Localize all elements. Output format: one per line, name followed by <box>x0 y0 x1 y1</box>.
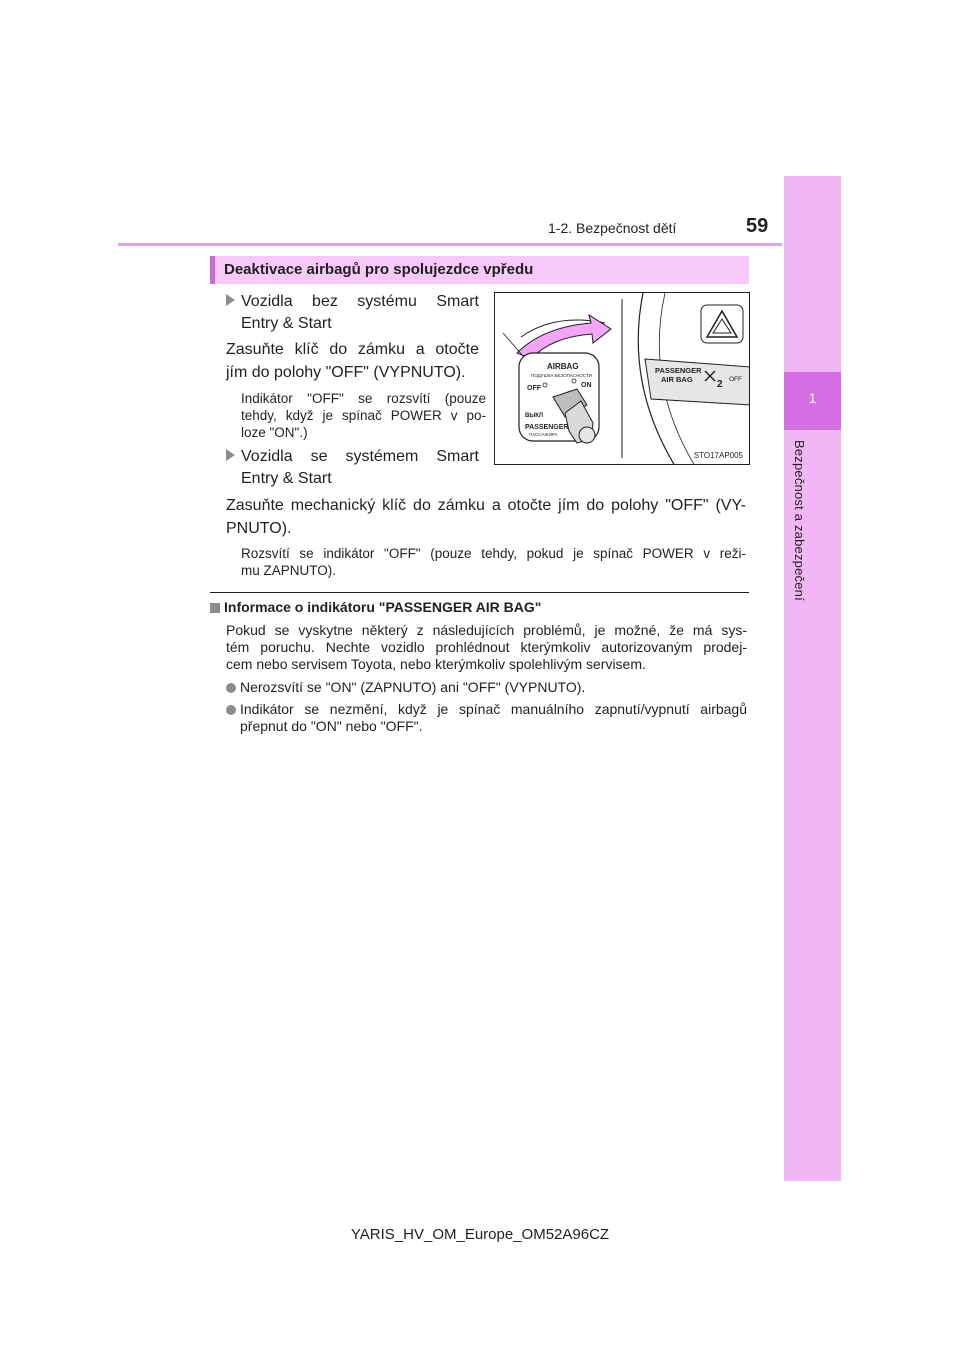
square-bullet-icon <box>210 603 220 613</box>
item1-body-line1: Zasuňte klíč do zámku a otočte <box>226 341 479 358</box>
switch-on-label: ON <box>581 382 592 389</box>
triangle-bullet-icon <box>226 449 235 461</box>
item1-note-line2: tehdy, když je spínač POWER v po- <box>241 408 486 423</box>
info-heading: Informace o indikátoru "PASSENGER AIR BAG" <box>210 599 541 615</box>
item2-note-line2: mu ZAPNUTO). <box>241 563 337 578</box>
switch-top-sub: ПОДУШКА БЕЗОПАСНОСТИ <box>531 373 592 378</box>
side-tab-chapter-title: Bezpečnost a zabezpečení <box>792 440 807 601</box>
switch-off-ru-label: ВЫКЛ <box>525 413 544 419</box>
triangle-bullet-icon <box>226 294 235 306</box>
indicator-line2: AIR BAG <box>661 375 693 384</box>
switch-passenger-ru-label: ПАССАЖИРА <box>529 432 558 437</box>
item2-heading-line1: Vozidla se systémem Smart <box>226 445 479 469</box>
info-bullet2-line1: Indikátor se nezmění, když je spínač manuálního zapnutí/vypnutí airbagů <box>240 701 747 717</box>
header-section-title: 1-2. Bezpečnost dětí <box>548 220 677 236</box>
indicator-line1: PASSENGER <box>655 366 702 375</box>
switch-top-label: AIRBAG <box>547 362 579 371</box>
header-rule <box>118 243 782 246</box>
section-divider <box>210 592 749 593</box>
item1-body-line2: jím do polohy "OFF" (VYPNUTO). <box>226 364 466 381</box>
figure-caption: STO17AP005 <box>693 451 743 460</box>
item2-body-line1: Zasuňte mechanický klíč do zámku a otočte jím do polohy "OFF" (VY- <box>226 497 746 514</box>
section-title: Deaktivace airbagů pro spolujezdce vpředu <box>224 261 534 278</box>
side-tab-chapter-number: 1 <box>808 390 817 406</box>
info-para-line2: tém poruchu. Nechte vozidlo prohlédnout kterýmkoliv autorizovaným prodej- <box>226 639 747 655</box>
page-number: 59 <box>746 215 769 237</box>
svg-text:2: 2 <box>717 379 723 390</box>
footer-document-id: YARIS_HV_OM_Europe_OM52A96CZ <box>350 1226 610 1243</box>
item1-heading-line2: Entry & Start <box>241 315 332 332</box>
item1-heading-line1: Vozidla bez systému Smart <box>226 290 479 314</box>
circle-bullet-icon <box>226 683 236 693</box>
item2-body-line2: PNUTO). <box>226 520 292 537</box>
item1-note-line1: Indikátor "OFF" se rozsvítí (pouze <box>241 391 486 406</box>
item2-note-line1: Rozsvítí se indikátor "OFF" (pouze tehdy, pokud je spínač POWER v reži- <box>241 546 746 561</box>
switch-passenger-label: PASSENGER <box>525 424 569 431</box>
info-bullet1: Nerozsvítí se "ON" (ZAPNUTO) ani "OFF" (VYPNUTO). <box>240 679 586 695</box>
item1-note-line3: loze "ON".) <box>241 425 308 440</box>
switch-off-label: OFF <box>527 385 541 392</box>
side-tab <box>784 176 841 1181</box>
info-para-line1: Pokud se vyskytne některý z následujících problémů, je možné, že má sys- <box>226 622 747 638</box>
info-bullet2-line2: přepnut do "ON" nebo "OFF". <box>240 718 423 734</box>
circle-bullet-icon <box>226 705 236 715</box>
info-para-line3: cem nebo servisem Toyota, nebo kterýmkoliv spolehlivým servisem. <box>226 656 646 672</box>
airbag-switch-figure <box>494 292 750 465</box>
item2-heading-line2: Entry & Start <box>241 470 332 487</box>
airbag-switch-illustration <box>495 293 750 465</box>
indicator-off-label: OFF <box>729 376 742 383</box>
